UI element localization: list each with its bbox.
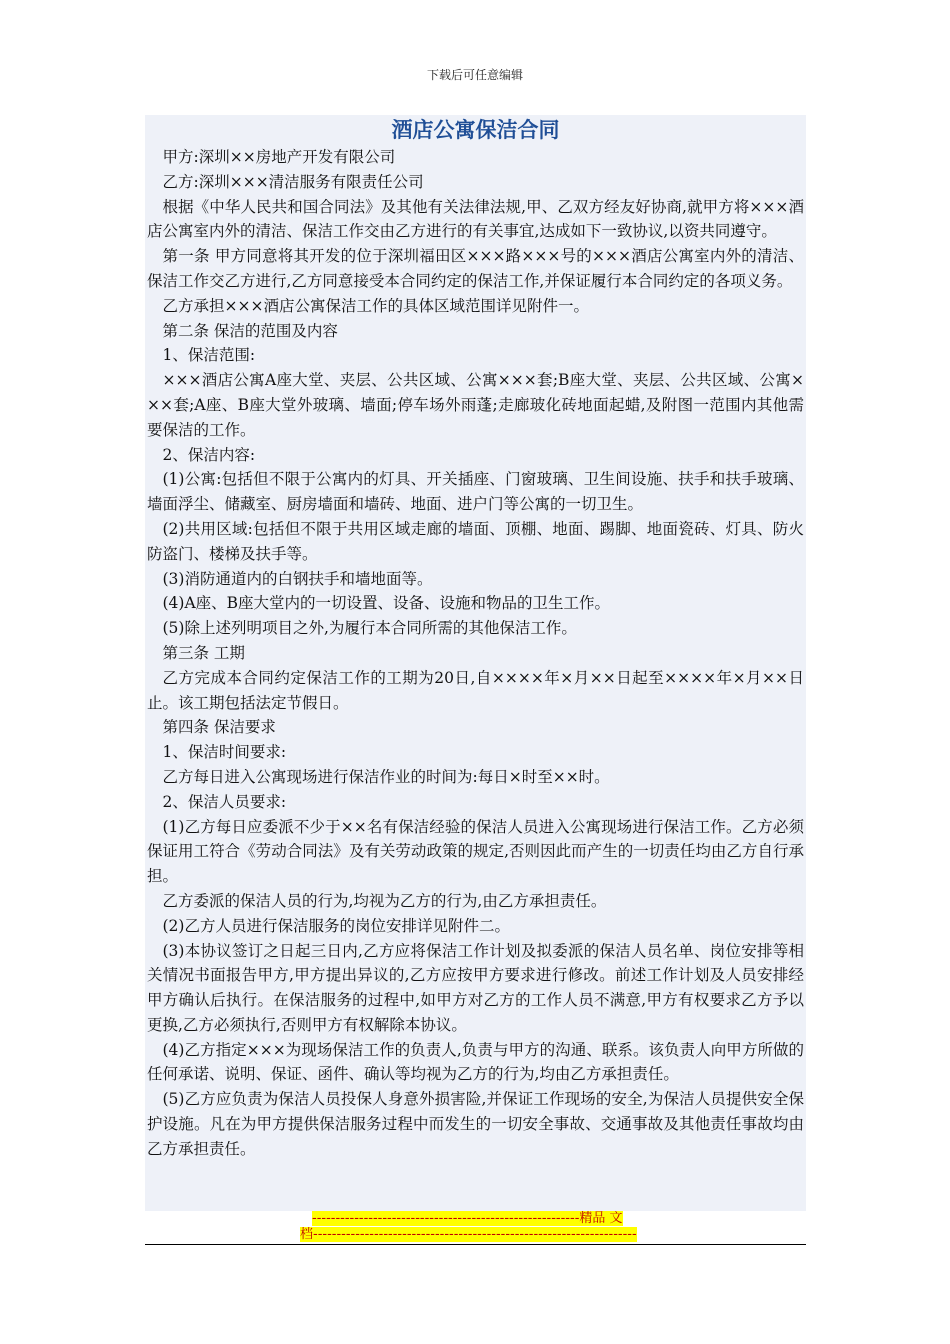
article-3-text: 乙方完成本合同约定保洁工作的工期为20日,自××××年×月××日起至××××年×月××日止。该工期包括法定节假日。 — [147, 668, 804, 712]
content-item-2: (2)共用区域:包括但不限于共用区域走廊的墙面、顶棚、地面、踢脚、地面瓷砖、灯具、防火防盗门、楼梯及扶手等。 — [147, 519, 804, 563]
article-3-heading: 第三条 工期 — [162, 643, 245, 662]
footer-banner — [300, 1211, 650, 1243]
content-item-1: (1)公寓:包括但不限于公寓内的灯具、开关插座、门窗玻璃、卫生间设施、扶手和扶手玻璃、墙面浮尘、储藏室、厨房墙面和墙砖、地面、进户门等公寓的一切卫生。 — [147, 470, 804, 514]
footer-line-1: ---------------------------------------------------------精品 文 — [312, 1211, 623, 1226]
cleaning-scope-heading: 1、保洁范围: — [162, 346, 256, 365]
staff-item-2: (2)乙方人员进行保洁服务的岗位安排详见附件二。 — [162, 916, 510, 935]
staff-item-1: (1)乙方每日应委派不少于××名有保洁经验的保洁人员进入公寓现场进行保洁工作。乙方必须保证用工符合《劳动合同法》及有关劳动政策的规定,否则因此而产生的一切责任均由乙方自行承担。 — [147, 817, 804, 886]
content-item-5: (5)除上述列明项目之外,为履行本合同所需的其他保洁工作。 — [162, 619, 577, 638]
contract-body — [145, 115, 806, 1211]
content-item-3: (3)消防通道内的白钢扶手和墙地面等。 — [162, 569, 433, 588]
time-requirement-text: 乙方每日进入公寓现场进行保洁作业的时间为:每日×时至××时。 — [162, 767, 610, 786]
article-1: 第一条 甲方同意将其开发的位于深圳福田区×××路×××号的×××酒店公寓室内外的清洁、保洁工作交乙方进行,乙方同意接受本合同约定的保洁工作,并保证履行本合同约定的各项义务。 — [147, 247, 804, 290]
party-a: 甲方:深圳××房地产开发有限公司 — [162, 148, 396, 166]
article-2-heading: 第二条 保洁的范围及内容 — [162, 321, 338, 340]
staff-requirement-heading: 2、保洁人员要求: — [162, 792, 287, 811]
header-note: 下载后可任意编辑 — [426, 68, 523, 82]
document-title: 酒店公寓保洁合同 — [391, 118, 560, 142]
footer-line-2: 档--------------------------------------------------------------------- — [300, 1227, 637, 1242]
staff-item-4: (4)乙方指定×××为现场保洁工作的负责人,负责与甲方的沟通、联系。该负责人向甲方所做的任何承诺、说明、保证、函件、确认等均视为乙方的行为,均由乙方承担责任。 — [147, 1040, 804, 1084]
party-b: 乙方:深圳×××清洁服务有限责任公司 — [162, 172, 424, 191]
article-1-scope-note: 乙方承担×××酒店公寓保洁工作的具体区域范围详见附件一。 — [162, 296, 589, 315]
staff-item-1-note: 乙方委派的保洁人员的行为,均视为乙方的行为,由乙方承担责任。 — [162, 891, 607, 910]
staff-item-3: (3)本协议签订之日起三日内,乙方应将保洁工作计划及拟委派的保洁人员名单、岗位安排等相关情况书面报告甲方,甲方提出异议的,乙方应按甲方要求进行修改。前述工作计划及人员安排经甲方确认后执行。在保洁服务的过程中,如甲方对乙方的工作人员不满意,甲方有权要求乙方予以更换,乙方必须执行,否则甲方有权解除本协议。 — [147, 941, 804, 1034]
article-4-heading: 第四条 保洁要求 — [162, 718, 276, 737]
cleaning-scope-text: ×××酒店公寓A座大堂、夹层、公共区域、公寓×××套;B座大堂、夹层、公共区域、公寓×××套;A座、B座大堂外玻璃、墙面;停车场外雨蓬;走廊玻化砖地面起蜡,及附图一范围内其他需要保洁的工作。 — [147, 371, 804, 439]
staff-item-5: (5)乙方应负责为保洁人员投保人身意外损害险,并保证工作现场的安全,为保洁人员提供安全保护设施。凡在为甲方提供保洁服务过程中而发生的一切安全事故、交通事故及其他责任事故均由乙方承担责任。 — [147, 1090, 804, 1158]
footer-divider — [145, 1244, 806, 1245]
preamble-paragraph: 根据《中华人民共和国合同法》及其他有关法律法规,甲、乙双方经友好协商,就甲方将×××酒店公寓室内外的清洁、保洁工作交由乙方进行的有关事宜,达成如下一致协议,以资共同遵守。 — [147, 197, 804, 241]
cleaning-content-heading: 2、保洁内容: — [162, 445, 256, 464]
time-requirement-heading: 1、保洁时间要求: — [162, 743, 287, 762]
content-item-4: (4)A座、B座大堂内的一切设置、设备、设施和物品的卫生工作。 — [162, 594, 611, 613]
